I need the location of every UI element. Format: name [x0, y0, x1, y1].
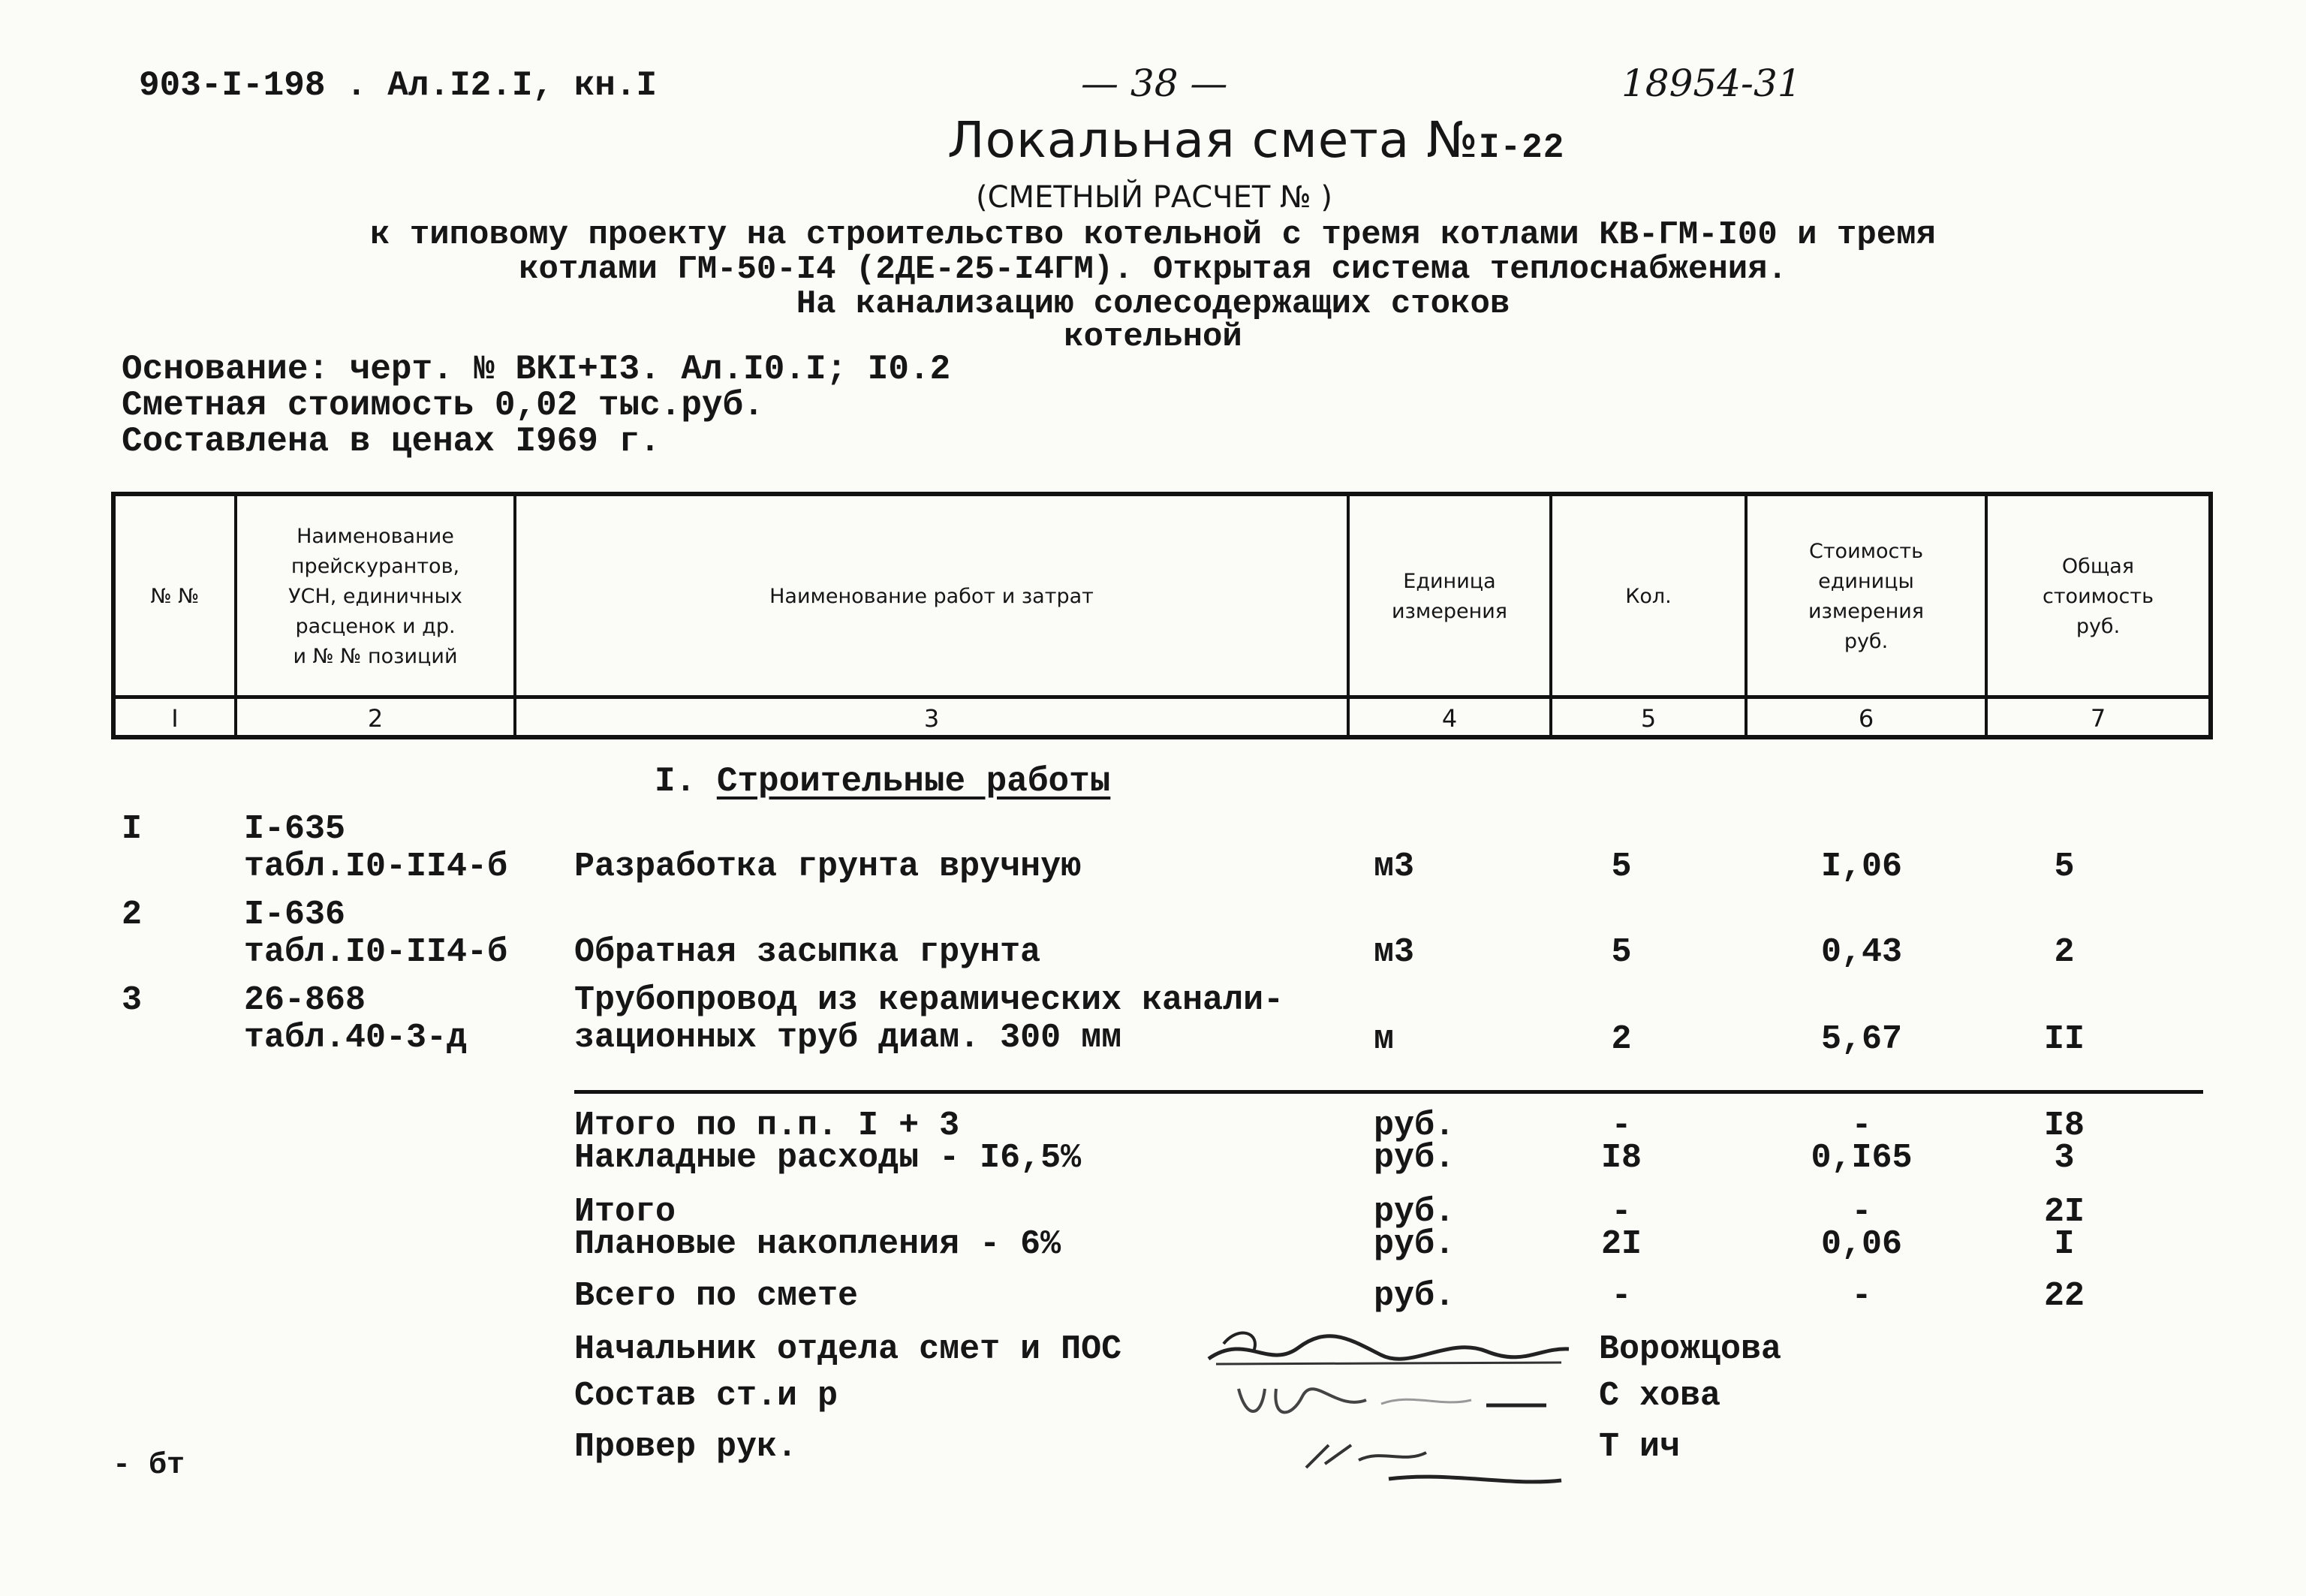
column-header-unit-price: Стоимость единицы измерения руб. — [1808, 540, 1925, 653]
title-number: I-22 — [1478, 128, 1565, 167]
section-heading — [655, 762, 1110, 801]
row-unit-price: 0,43 — [1820, 933, 1903, 971]
row-number: I — [122, 810, 143, 848]
handwritten-signature — [1299, 1426, 1569, 1494]
summary-name: Всего по смете — [574, 1277, 859, 1315]
summary-total: I — [2054, 1225, 2075, 1263]
summary-unit: руб. — [1374, 1139, 1456, 1177]
column-header-code: Наименование прейскурантов, УСН, единичных расценок и др. и № № позиций — [288, 525, 462, 668]
signature-name: Т ич — [1599, 1428, 1681, 1466]
row-qty: 5 — [1611, 933, 1632, 971]
column-header-name: Наименование работ и затрат — [769, 585, 1094, 608]
row-unit: м3 — [1374, 848, 1415, 886]
table-header — [111, 492, 2213, 739]
row-unit-price: 5,67 — [1820, 1020, 1903, 1058]
signature-role: Начальник отдела смет и ПОС — [574, 1330, 1122, 1369]
summary-qty: - — [1611, 1277, 1632, 1315]
description-line-3: На канализацию солесодержащих стоков — [796, 285, 1510, 323]
row-qty: 2 — [1611, 1020, 1632, 1058]
column-number: 5 — [1640, 703, 1657, 733]
estimated-cost-line: Сметная стоимость 0,02 тыс.руб. — [122, 386, 764, 425]
summary-name: Накладные расходы - I6,5% — [574, 1139, 1082, 1177]
row-unit-price: I,06 — [1820, 848, 1903, 886]
summary-unit: руб. — [1374, 1193, 1456, 1231]
summary-total: 3 — [2054, 1139, 2075, 1177]
row-number: 3 — [122, 981, 143, 1019]
price-level-line: Составлена в ценах I969 г. — [122, 422, 661, 461]
row-qty: 5 — [1611, 848, 1632, 886]
column-number: 3 — [923, 703, 940, 733]
signature-name: С хова — [1599, 1377, 1721, 1415]
description-line-1: к типовому проекту на строительство котельной с тремя котлами КВ-ГМ-I00 и тремя — [370, 216, 1936, 254]
description-line-4: котельной — [1064, 318, 1242, 356]
column-header-total: Общая стоимость руб. — [2042, 555, 2154, 638]
description-line-2: котлами ГМ-50-I4 (2ДЕ-25-I4ГМ). Открытая система теплоснабжения. — [519, 251, 1787, 288]
row-name: Разработка грунта вручную — [574, 848, 1082, 886]
page-number: — 38 — — [1081, 62, 1228, 105]
row-code: I-636 табл.I0-II4-б — [244, 896, 508, 971]
summary-total: 2I — [2043, 1193, 2085, 1231]
summary-unit-price: - — [1851, 1193, 1872, 1231]
summary-qty: I8 — [1600, 1139, 1642, 1177]
title-text: Локальная смета № — [947, 111, 1479, 169]
summary-unit: руб. — [1374, 1107, 1456, 1145]
page-title — [947, 111, 1564, 169]
subtitle: (СМЕТНЫЙ РАСЧЕТ № ) — [976, 180, 1332, 215]
summary-unit: руб. — [1374, 1225, 1456, 1263]
column-header-no: № № — [150, 585, 200, 608]
column-number: I — [171, 703, 179, 733]
row-name: Трубопровод из керамических канали- зационных труб диам. 300 мм — [574, 981, 1284, 1057]
summary-unit-price: 0,I65 — [1811, 1139, 1913, 1177]
summary-total: 22 — [2043, 1277, 2085, 1315]
column-header-qty: Кол. — [1625, 585, 1672, 608]
document-code: 903-I-198 . Ал.I2.I, кн.I — [139, 66, 658, 105]
row-unit: м — [1374, 1020, 1395, 1058]
summary-qty: - — [1611, 1107, 1632, 1145]
summary-unit-price: - — [1851, 1107, 1872, 1145]
row-total: 5 — [2054, 848, 2075, 886]
row-code: I-635 табл.I0-II4-б — [244, 810, 508, 886]
summary-name: Плановые накопления - 6% — [574, 1225, 1061, 1263]
handwritten-signature — [1231, 1366, 1561, 1426]
summary-unit-price: 0,06 — [1820, 1225, 1903, 1263]
summary-divider — [574, 1090, 2203, 1094]
row-unit: м3 — [1374, 933, 1415, 971]
row-total: II — [2043, 1020, 2085, 1058]
section-title: Строительные работы — [716, 762, 1111, 801]
summary-qty: - — [1611, 1193, 1632, 1231]
column-header-unit: Единица измерения — [1391, 570, 1508, 623]
summary-total: I8 — [2043, 1107, 2085, 1145]
summary-name: Итого по п.п. I + 3 — [574, 1107, 960, 1145]
page-mark: - бт — [113, 1449, 185, 1483]
section-number: I. — [655, 762, 697, 801]
document-number: 18954-31 — [1621, 62, 1802, 105]
column-number: 2 — [367, 703, 384, 733]
summary-unit-price: - — [1851, 1277, 1872, 1315]
row-name: Обратная засыпка грунта — [574, 933, 1041, 971]
basis-line: Основание: черт. № ВКI+I3. Ал.I0.I; I0.2 — [122, 350, 951, 389]
summary-name: Итого — [574, 1193, 676, 1231]
summary-qty: 2I — [1600, 1225, 1642, 1263]
row-total: 2 — [2054, 933, 2075, 971]
signature-name: Ворожцова — [1599, 1330, 1782, 1369]
row-code: 26-868 табл.40-3-д — [244, 981, 468, 1057]
column-number: 7 — [2090, 703, 2106, 733]
row-number: 2 — [122, 896, 143, 934]
signature-role: Провер рук. — [574, 1428, 798, 1466]
signature-role: Состав ст.и р — [574, 1377, 838, 1415]
column-number: 6 — [1858, 703, 1874, 733]
summary-unit: руб. — [1374, 1277, 1456, 1315]
column-number: 4 — [1441, 703, 1458, 733]
